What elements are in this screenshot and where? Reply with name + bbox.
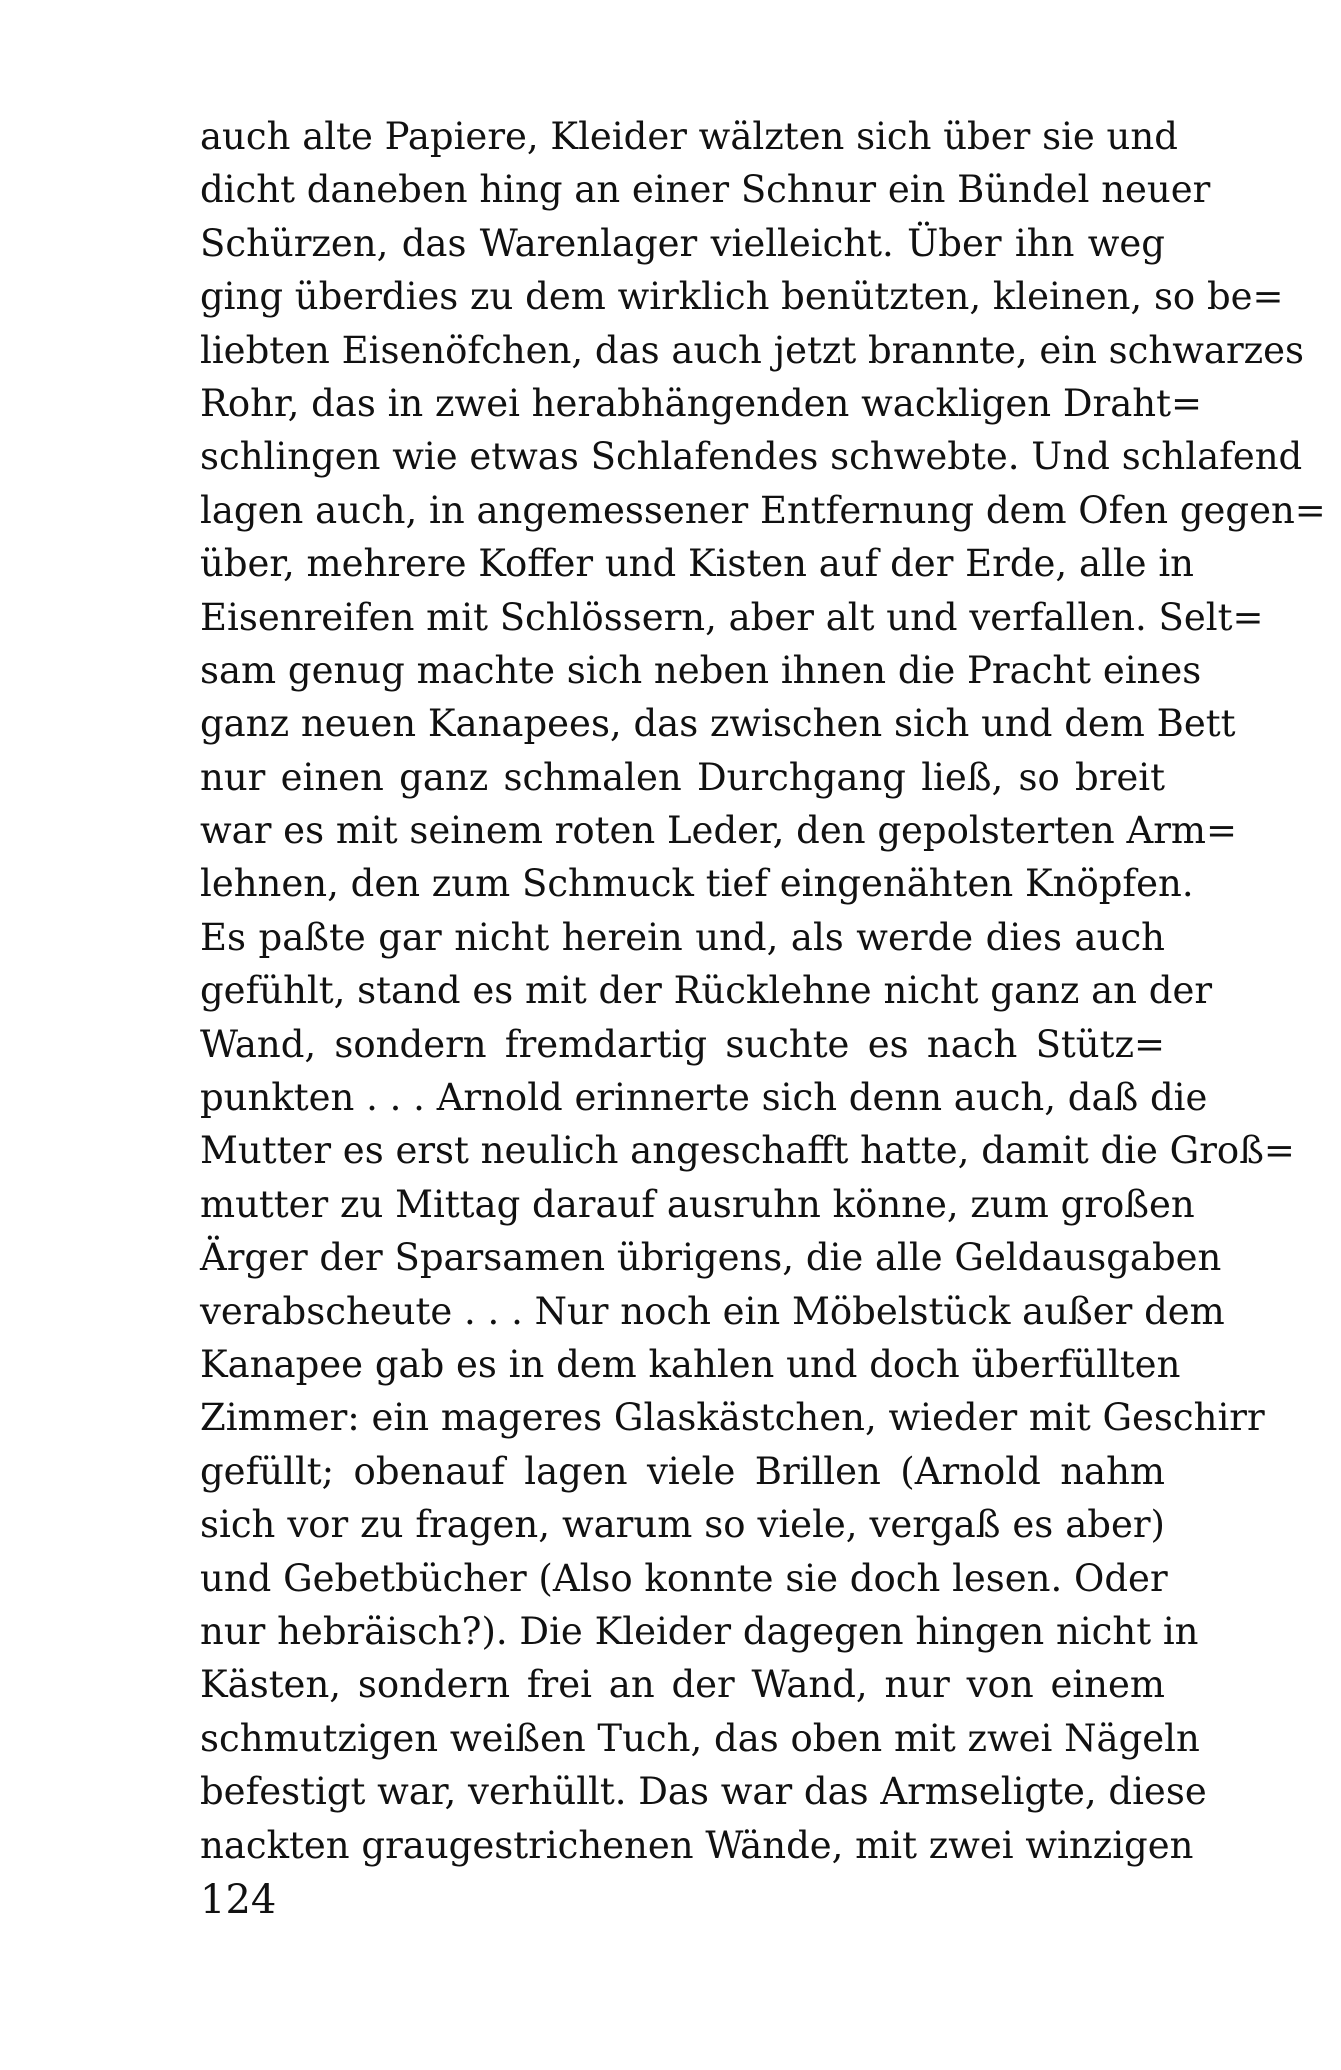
text-line: schlingen wie etwas Schlafendes schwebte. Und schlafend — [200, 435, 1303, 479]
text-line: Kästen, sondern frei an der Wand, nur von einem — [200, 1663, 1165, 1707]
text-line: nur hebräisch?). Die Kleider dagegen hingen nicht in — [200, 1609, 1199, 1653]
text-line: ganz neuen Kanapees, das zwischen sich und dem Bett — [200, 702, 1236, 746]
body-text — [200, 110, 1326, 1872]
text-line: sam genug machte sich neben ihnen die Pracht eines — [200, 648, 1202, 692]
text-line: Schürzen, das Warenlager vielleicht. Über ihn weg — [200, 221, 1165, 265]
text-line: auch alte Papiere, Kleider wälzten sich über sie und — [200, 115, 1178, 158]
text-line: punkten . . . Arnold erinnerte sich denn auch, daß die — [200, 1076, 1208, 1120]
text-line: befestigt war, verhüllt. Das war das Armseligte, diese — [200, 1770, 1207, 1814]
text-line: Wand, sondern fremdartig suchte es nach Stütz= — [200, 1022, 1165, 1066]
text-line: nur einen ganz schmalen Durchgang ließ, so breit — [200, 755, 1165, 799]
text-line: Kanapee gab es in dem kahlen und doch überfüllten — [200, 1342, 1181, 1386]
text-line: Rohr, das in zwei herabhängenden wackligen Draht= — [200, 381, 1202, 425]
text-line: Ärger der Sparsamen übrigens, die alle Geldausgaben — [200, 1236, 1222, 1280]
text-line: war es mit seinem roten Leder, den gepolsterten Arm= — [200, 809, 1238, 853]
text-line: Mutter es erst neulich angeschafft hatte, damit die Groß= — [200, 1129, 1295, 1173]
text-line: über, mehrere Koffer und Kisten auf der Erde, alle in — [200, 542, 1194, 586]
text-line: dicht daneben hing an einer Schnur ein Bündel neuer — [200, 168, 1211, 212]
text-line: ging überdies zu dem wirklich benützten, kleinen, so be= — [200, 275, 1284, 319]
text-line: gefühlt, stand es mit der Rücklehne nicht ganz an der — [200, 969, 1213, 1013]
text-line: sich vor zu fragen, warum so viele, vergaß es aber) — [200, 1503, 1165, 1547]
text-line: und Gebetbücher (Also konnte sie doch lesen. Oder — [200, 1556, 1168, 1600]
text-line: gefüllt; obenauf lagen viele Brillen (Arnold nahm — [200, 1449, 1165, 1493]
text-line: lehnen, den zum Schmuck tief eingenähten Knöpfen. — [200, 862, 1194, 906]
text-line: nackten graugestrichenen Wände, mit zwei winzigen — [200, 1823, 1194, 1867]
text-line: schmutzigen weißen Tuch, das oben mit zwei Nägeln — [200, 1716, 1200, 1760]
text-line: Zimmer: ein mageres Glaskästchen, wieder mit Geschirr — [200, 1396, 1265, 1440]
text-line: mutter zu Mittag darauf ausruhn könne, zum großen — [200, 1182, 1195, 1226]
page-number: 124 — [200, 1877, 277, 1923]
text-line: Es paßte gar nicht herein und, als werde dies auch — [200, 915, 1165, 959]
text-line: lagen auch, in angemessener Entfernung dem Ofen gegen= — [200, 488, 1326, 532]
text-line: Eisenreifen mit Schlössern, aber alt und verfallen. Selt= — [200, 595, 1264, 639]
text-line: liebten Eisenöfchen, das auch jetzt brannte, ein schwarzes — [200, 328, 1305, 372]
text-line: verabscheute . . . Nur noch ein Möbelstück außer dem — [200, 1289, 1225, 1333]
